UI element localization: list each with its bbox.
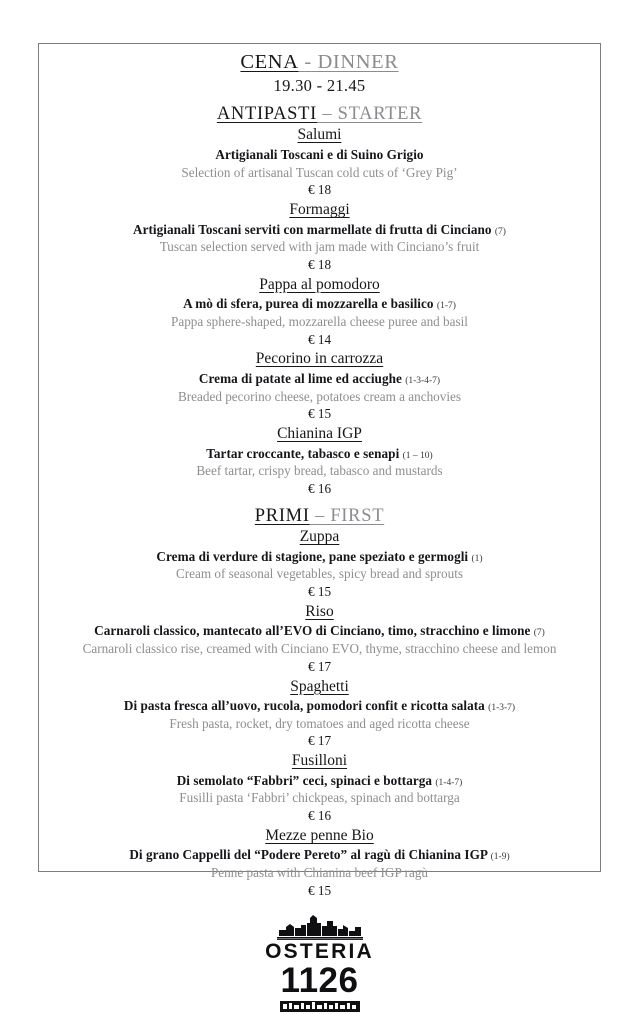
- logo-number: 1126: [280, 960, 359, 1000]
- course-header-english: STARTER: [337, 104, 423, 125]
- menu-item-description-italian-text: Crema di verdure di stagione, pane speziato e germogli: [156, 548, 469, 564]
- menu-item-name: Riso: [305, 602, 334, 620]
- menu-item-description-italian-text: Di semolato “Fabbri” ceci, spinaci e bottarga: [176, 772, 433, 788]
- menu-item-description-italian: [46, 370, 593, 388]
- menu-item-name: Mezze penne Bio: [265, 826, 374, 844]
- menu-item-description-italian-text: Crema di patate al lime ed acciughe: [198, 370, 402, 386]
- menu-item-price: € 15: [307, 584, 332, 600]
- meal-title-separator-dash: -: [304, 51, 312, 73]
- menu-item-name: Salumi: [297, 126, 342, 144]
- menu-item-description-english: Fusilli pasta ‘Fabbri’ chickpeas, spinach and bottarga: [179, 790, 460, 806]
- menu-item-description-italian: [46, 445, 593, 463]
- menu-item-description-italian: [46, 846, 593, 864]
- menu-item-description-italian-text: Tartar croccante, tabasco e senapi: [206, 445, 400, 461]
- menu-item-description-italian-text: Artigianali Toscani e di Suino Grigio: [215, 146, 424, 162]
- menu-sections: [46, 104, 593, 899]
- menu-item-description-italian: [46, 146, 593, 164]
- menu-item: [46, 826, 593, 900]
- menu-item: [46, 751, 593, 825]
- course-header-italian: PRIMI: [254, 505, 310, 526]
- menu-item-price: € 18: [307, 182, 332, 198]
- menu-item-name: Fusilloni: [291, 752, 348, 770]
- menu-item-description-italian-text: Di pasta fresca all’uovo, rucola, pomodori confit e ricotta salata: [123, 697, 485, 713]
- menu-item-name: Chianina IGP: [277, 425, 362, 443]
- menu-item-allergens: (7): [533, 628, 545, 639]
- menu-item-description-english: Beef tartar, crispy bread, tabasco and mustards: [196, 463, 443, 479]
- menu-item-price: € 17: [307, 733, 332, 749]
- menu-item-description-italian: [46, 697, 593, 715]
- menu-item: [46, 527, 593, 601]
- menu-item-allergens: (1-7): [436, 301, 456, 312]
- logo-name: OSTERIA: [265, 939, 374, 963]
- menu-item-description-italian-text: Carnaroli classico, mantecato all’EVO di Cinciano, timo, stracchino e limone: [94, 623, 531, 639]
- course-header-italian: ANTIPASTI: [216, 104, 318, 125]
- course-header: [46, 506, 593, 526]
- menu-item: [46, 275, 593, 349]
- menu-item-name: Spaghetti: [290, 677, 349, 695]
- menu-item-allergens: (1): [471, 553, 483, 564]
- course-header-separator-dash: –: [322, 104, 333, 125]
- menu-item-description-english: Fresh pasta, rocket, dry tomatoes and aged ricotta cheese: [169, 715, 470, 731]
- menu-item-description-italian: [46, 772, 593, 790]
- menu-item-description-italian-text: Artigianali Toscani serviti con marmellate di frutta di Cinciano: [133, 221, 492, 237]
- menu-item: [46, 200, 593, 274]
- menu-item-price: € 15: [307, 406, 332, 422]
- menu-item-description-english: Selection of artisanal Tuscan cold cuts of ‘Grey Pig’: [181, 164, 458, 180]
- menu-item-allergens: (1-4-7): [435, 777, 463, 788]
- menu-content: [38, 43, 601, 1000]
- menu-item: [46, 602, 593, 676]
- menu-item: [46, 424, 593, 498]
- menu-item-description-italian: [46, 221, 593, 239]
- menu-item: [46, 677, 593, 751]
- restaurant-logo: [46, 914, 593, 1014]
- menu-item-description-italian-text: Di grano Cappelli del “Podere Pereto” al ragù di Chianina IGP: [129, 847, 488, 863]
- menu-item-price: € 15: [307, 882, 332, 898]
- menu-item-description-italian: [46, 622, 593, 640]
- menu-item-price: € 14: [307, 331, 332, 347]
- menu-item-name: Pecorino in carrozza: [255, 350, 384, 368]
- menu-item-allergens: (7): [494, 226, 506, 237]
- menu-item: [46, 125, 593, 199]
- menu-item-description-english: Breaded pecorino cheese, potatoes cream a anchovies: [177, 388, 462, 404]
- menu-item-allergens: (1-3-4-7): [405, 375, 441, 386]
- village-skyline-icon: [277, 914, 363, 940]
- menu-item-description-english: Pappa sphere-shaped, mozzarella cheese puree and basil: [171, 313, 468, 329]
- meal-title: [46, 52, 593, 74]
- menu-item-description-english: Penne pasta with Chianina beef IGP ragù: [210, 865, 429, 881]
- menu-item-description-english: Carnaroli classico rise, creamed with Cinciano EVO, thyme, stracchino cheese and lemon: [82, 641, 557, 656]
- menu-item-description-italian: [46, 295, 593, 313]
- village-skyline-bar-icon: [280, 1000, 360, 1014]
- menu-item-price: € 17: [307, 658, 332, 674]
- menu-item-price: € 16: [307, 481, 332, 496]
- menu-item-description-english: Cream of seasonal vegetables, spicy bread and sprouts: [175, 566, 464, 582]
- menu-item-description-italian: [46, 548, 593, 566]
- meal-title-english: DINNER: [317, 51, 399, 73]
- menu-item-name: Zuppa: [299, 528, 340, 546]
- menu-item: [46, 349, 593, 423]
- course-header-separator-dash: –: [315, 505, 325, 526]
- menu-item-price: € 18: [307, 256, 332, 272]
- service-hours: 19.30 - 21.45: [273, 75, 366, 95]
- menu-item-price: € 16: [307, 808, 332, 824]
- course-header: [46, 104, 593, 124]
- meal-title-italian: CENA: [240, 51, 299, 73]
- menu-item-name: Formaggi: [289, 201, 350, 219]
- course-header-english: FIRST: [330, 505, 385, 526]
- menu-item-description-italian-text: A mò di sfera, purea di mozzarella e basilico: [183, 296, 434, 312]
- menu-item-name: Pappa al pomodoro: [259, 275, 380, 293]
- menu-item-allergens: (1-3-7): [488, 702, 516, 713]
- menu-item-allergens: (1 – 10): [402, 450, 433, 461]
- menu-item-description-english: Tuscan selection served with jam made with Cinciano’s fruit: [159, 239, 480, 255]
- menu-item-allergens: (1-9): [490, 852, 510, 863]
